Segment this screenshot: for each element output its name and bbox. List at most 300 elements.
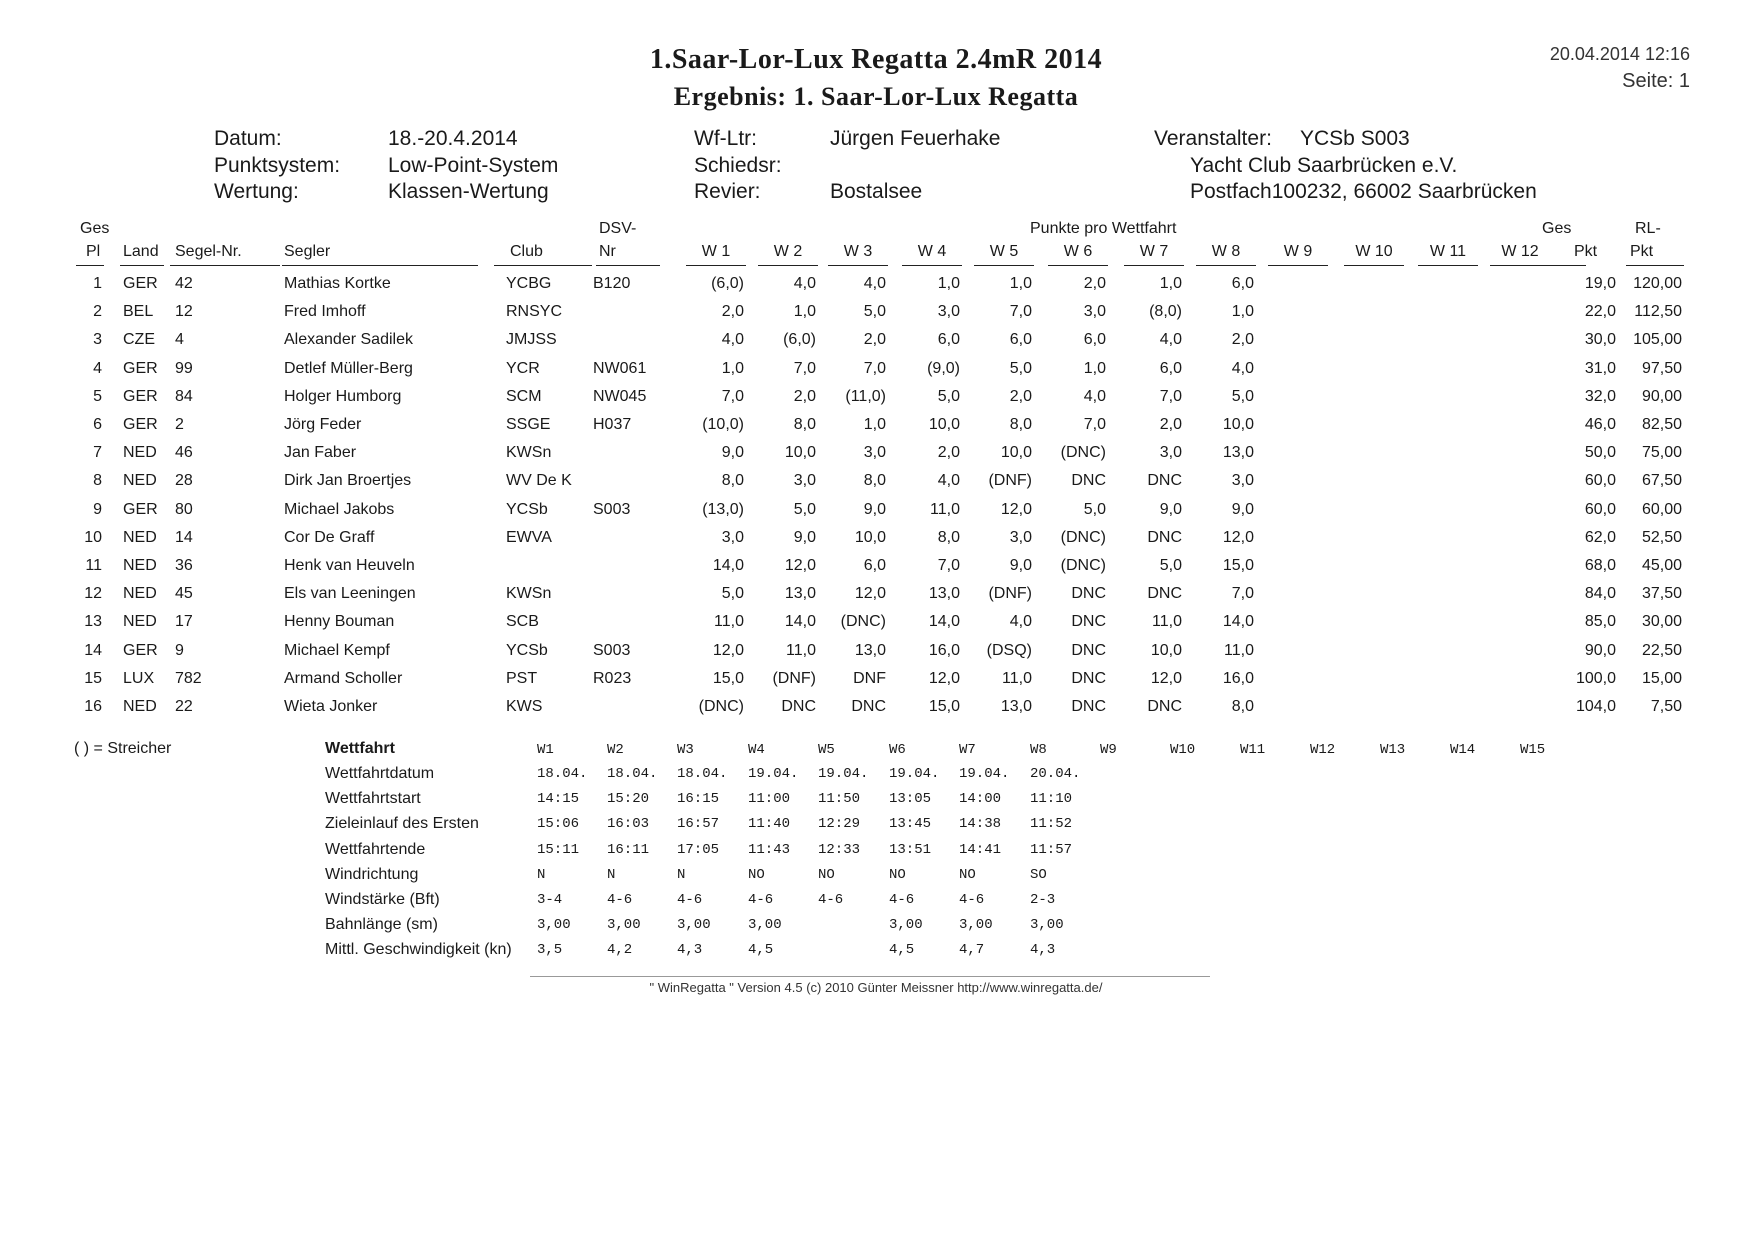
cell-race-score: 13,0 xyxy=(854,641,886,659)
cell-race-score: (DSQ) xyxy=(986,641,1032,659)
cell-race-score: 8,0 xyxy=(721,472,744,490)
cell-race-score: 8,0 xyxy=(793,416,816,433)
cell-race-score: 2,0 xyxy=(1159,416,1182,433)
col-underline xyxy=(686,265,746,266)
cell-land: NED xyxy=(123,557,157,574)
race-info-col-header: W3 xyxy=(677,742,694,758)
race-info-cell: 11:57 xyxy=(1030,841,1073,858)
cell-race-score: 3,0 xyxy=(721,528,744,546)
cell-race-score: 11,0 xyxy=(1224,641,1254,659)
cell-land: LUX xyxy=(123,669,155,687)
race-info-col-header: W4 xyxy=(748,742,765,758)
footer-rule xyxy=(530,976,1210,977)
race-info-header-label: Wettfahrt xyxy=(325,740,395,757)
legend-streicher: ( ) = Streicher xyxy=(74,740,172,757)
cell-club: SSGE xyxy=(506,416,551,433)
cell-rl-pkt: 75,00 xyxy=(1641,444,1682,462)
cell-land: NED xyxy=(123,585,157,603)
wertung-value: Klassen-Wertung xyxy=(388,180,549,203)
cell-race-score: 9,0 xyxy=(793,528,816,546)
cell-race-score: DNC xyxy=(851,698,886,715)
cell-dsv: NW045 xyxy=(593,387,647,405)
cell-race-score: DNC xyxy=(1147,528,1182,546)
col-race-w7: W 7 xyxy=(1139,243,1169,260)
cell-segelnr: 84 xyxy=(175,387,193,405)
cell-segler: Alexander Sadilek xyxy=(284,331,413,349)
cell-club: YCSb xyxy=(506,500,548,518)
race-info-cell: 3,5 xyxy=(537,942,563,959)
race-info-cell: 15:11 xyxy=(537,841,580,858)
cell-club: EWVA xyxy=(506,528,552,546)
cell-rl-pkt: 52,50 xyxy=(1641,528,1682,546)
cell-land: GER xyxy=(123,275,158,292)
cell-segler: Henny Bouman xyxy=(284,613,395,631)
cell-land: NED xyxy=(123,613,157,631)
cell-race-score: 3,0 xyxy=(1231,472,1254,490)
cell-race-score: 15,0 xyxy=(928,698,960,715)
cell-rl-pkt: 97,50 xyxy=(1641,359,1682,377)
race-info-col-header: W9 xyxy=(1100,742,1117,758)
race-info-cell: 4-6 xyxy=(607,892,633,908)
cell-land: NED xyxy=(123,444,157,462)
cell-place: 9 xyxy=(93,500,102,518)
cell-race-score: 6,0 xyxy=(1231,275,1254,292)
cell-race-score: (DNF) xyxy=(772,669,816,687)
cell-segler: Dirk Jan Broertjes xyxy=(284,472,412,490)
cell-rl-pkt: 30,00 xyxy=(1641,613,1682,631)
cell-race-score: 8,0 xyxy=(1231,698,1254,715)
cell-race-score: 6,0 xyxy=(1159,359,1182,377)
cell-segelnr: 22 xyxy=(175,698,193,715)
col-underline xyxy=(902,265,962,266)
cell-race-score: 9,0 xyxy=(863,500,886,518)
race-info-cell: NO xyxy=(818,866,835,883)
cell-club: KWSn xyxy=(506,585,552,603)
race-info-col-header: W13 xyxy=(1380,742,1406,758)
cell-race-score: 3,0 xyxy=(937,303,960,321)
col-underline xyxy=(76,265,104,266)
race-info-cell: 4,3 xyxy=(1030,942,1056,959)
cell-race-score: 9,0 xyxy=(721,444,744,462)
revier-label: Revier: xyxy=(694,180,761,203)
race-info-cell: 13:45 xyxy=(889,816,932,833)
cell-race-score: 16,0 xyxy=(928,641,960,659)
cell-race-score: 6,0 xyxy=(863,557,886,574)
col-rlpkt: Pkt xyxy=(1630,243,1654,260)
cell-race-score: 11,0 xyxy=(930,500,960,518)
race-info-row-label: Mittl. Geschwindigkeit (kn) xyxy=(325,941,512,959)
col-ges-top: Ges xyxy=(80,220,110,237)
race-info-col-header: W11 xyxy=(1240,742,1266,758)
race-info-cell: 18.04. xyxy=(537,766,588,782)
cell-race-score: (DNC) xyxy=(1060,557,1106,574)
cell-race-score: 11,0 xyxy=(786,641,816,659)
cell-race-score: 1,0 xyxy=(1231,303,1254,321)
race-info-cell: 18.04. xyxy=(677,766,728,782)
cell-club: KWS xyxy=(506,698,543,715)
cell-race-score: 5,0 xyxy=(793,500,816,518)
cell-race-score: DNC xyxy=(1147,698,1182,715)
cell-land: GER xyxy=(123,500,158,518)
race-info-cell: 3-4 xyxy=(537,892,563,908)
cell-race-score: 2,0 xyxy=(793,387,816,405)
cell-segler: Els van Leeningen xyxy=(284,585,416,603)
col-underline xyxy=(1048,265,1108,266)
cell-race-score: 12,0 xyxy=(712,641,744,659)
col-underline xyxy=(1626,265,1684,266)
cell-race-score: 7,0 xyxy=(863,359,886,377)
cell-race-score: DNC xyxy=(1071,585,1106,603)
col-segelnr: Segel-Nr. xyxy=(175,243,242,260)
cell-race-score: DNC xyxy=(1071,472,1106,490)
cell-race-score: 5,0 xyxy=(1083,500,1106,518)
cell-club: SCM xyxy=(506,387,542,405)
cell-race-score: 12,0 xyxy=(1150,669,1182,687)
race-info-cell: SO xyxy=(1030,866,1047,883)
race-info-cell: 16:57 xyxy=(677,816,720,833)
cell-rl-pkt: 105,00 xyxy=(1633,331,1682,349)
cell-dsv: H037 xyxy=(593,416,632,433)
cell-segler: Armand Scholler xyxy=(284,669,403,687)
veranstalter-value: YCSb S003 xyxy=(1300,127,1410,150)
cell-race-score: 12,0 xyxy=(1000,500,1032,518)
cell-race-score: (DNC) xyxy=(840,613,886,631)
cell-segler: Henk van Heuveln xyxy=(284,557,415,574)
cell-race-score: 8,0 xyxy=(863,472,886,490)
cell-segler: Jan Faber xyxy=(284,444,357,462)
race-info-cell: 4,7 xyxy=(959,942,985,959)
race-info-cell: NO xyxy=(748,866,765,883)
cell-race-score: 11,0 xyxy=(714,613,744,631)
cell-ges-pkt: 31,0 xyxy=(1584,359,1616,377)
cell-race-score: 7,0 xyxy=(1009,303,1032,321)
col-race-w5: W 5 xyxy=(989,243,1019,260)
cell-segelnr: 12 xyxy=(175,303,193,321)
cell-race-score: 11,0 xyxy=(1002,669,1032,687)
cell-race-score: 9,0 xyxy=(1009,557,1032,574)
cell-place: 7 xyxy=(93,444,102,462)
cell-club: JMJSS xyxy=(506,331,557,349)
cell-segelnr: 46 xyxy=(175,444,193,462)
cell-place: 10 xyxy=(84,528,102,546)
col-underline xyxy=(596,265,660,266)
race-info-cell: 15:20 xyxy=(607,791,650,808)
cell-place: 1 xyxy=(93,275,102,292)
col-punkte: Punkte pro Wettfahrt xyxy=(1030,220,1177,237)
cell-dsv: S003 xyxy=(593,500,631,518)
cell-race-score: 2,0 xyxy=(1231,331,1254,349)
col-underline xyxy=(120,265,164,266)
race-info-cell: 4-6 xyxy=(748,892,774,908)
cell-race-score: 10,0 xyxy=(1000,444,1032,462)
club-address: Postfach100232, 66002 Saarbrücken xyxy=(1190,180,1537,203)
cell-race-score: 4,0 xyxy=(1009,613,1032,631)
cell-race-score: 7,0 xyxy=(793,359,816,377)
cell-ges-pkt: 104,0 xyxy=(1575,698,1616,715)
cell-ges-pkt: 30,0 xyxy=(1584,331,1616,349)
cell-race-score: 2,0 xyxy=(863,331,886,349)
cell-club: KWSn xyxy=(506,444,552,462)
cell-race-score: 4,0 xyxy=(937,472,960,490)
cell-segler: Detlef Müller-Berg xyxy=(284,359,413,377)
col-land: Land xyxy=(123,243,159,260)
cell-race-score: 12,0 xyxy=(928,669,960,687)
cell-ges-pkt: 62,0 xyxy=(1584,528,1616,546)
cell-place: 8 xyxy=(93,472,102,490)
cell-race-score: 4,0 xyxy=(1231,359,1254,377)
race-info-col-header: W6 xyxy=(889,742,906,758)
cell-dsv: B120 xyxy=(593,275,631,292)
race-info-cell: 11:52 xyxy=(1030,816,1073,833)
cell-ges-pkt: 84,0 xyxy=(1584,585,1616,603)
cell-rl-pkt: 60,00 xyxy=(1641,500,1682,518)
cell-race-score: 9,0 xyxy=(1231,500,1254,518)
wertung-label: Wertung: xyxy=(214,180,299,203)
cell-ges-pkt: 50,0 xyxy=(1584,444,1616,462)
cell-race-score: 14,0 xyxy=(712,557,744,574)
cell-club: SCB xyxy=(506,613,539,631)
cell-club: YCR xyxy=(506,359,540,377)
cell-segelnr: 99 xyxy=(175,359,193,377)
col-pl: Pl xyxy=(86,243,101,260)
software-footer: " WinRegatta " Version 4.5 (c) 2010 Günter Meissner http://www.winregatta.de/ xyxy=(649,980,1103,995)
cell-race-score: 1,0 xyxy=(721,359,744,377)
cell-ges-pkt: 22,0 xyxy=(1584,303,1616,321)
cell-rl-pkt: 112,50 xyxy=(1634,303,1682,321)
race-info-cell: 16:15 xyxy=(677,791,720,808)
cell-race-score: (DNC) xyxy=(1060,528,1106,546)
cell-ges-pkt: 90,0 xyxy=(1584,641,1616,659)
cell-race-score: 8,0 xyxy=(1009,416,1032,433)
race-info-cell: 3,00 xyxy=(748,917,782,934)
cell-race-score: 3,0 xyxy=(793,472,816,490)
cell-race-score: 10,0 xyxy=(854,528,886,546)
cell-place: 5 xyxy=(93,387,102,405)
cell-race-score: (9,0) xyxy=(927,359,960,377)
cell-race-score: (11,0) xyxy=(845,387,886,405)
cell-race-score: 6,0 xyxy=(1083,331,1106,349)
cell-rl-pkt: 120,00 xyxy=(1633,275,1682,292)
race-info-col-header: W2 xyxy=(607,742,624,758)
cell-race-score: 1,0 xyxy=(937,275,960,292)
cell-land: GER xyxy=(123,387,158,405)
col-rlpkt-top: RL- xyxy=(1635,220,1661,237)
cell-segelnr: 45 xyxy=(175,585,193,603)
col-underline xyxy=(170,265,280,266)
cell-race-score: 9,0 xyxy=(1159,500,1182,518)
cell-land: GER xyxy=(123,359,158,377)
col-race-w8: W 8 xyxy=(1211,243,1241,260)
cell-dsv: NW061 xyxy=(593,359,647,377)
race-info-cell: 3,00 xyxy=(959,917,993,934)
cell-race-score: (10,0) xyxy=(702,416,744,433)
cell-race-score: 8,0 xyxy=(937,528,960,546)
cell-race-score: 7,0 xyxy=(1231,585,1254,603)
cell-segler: Fred Imhoff xyxy=(284,303,366,321)
cell-race-score: 1,0 xyxy=(863,416,886,433)
col-race-w9: W 9 xyxy=(1283,243,1313,260)
cell-club: RNSYC xyxy=(506,303,563,321)
col-underline xyxy=(828,265,888,266)
race-info-col-header: W5 xyxy=(818,742,835,758)
cell-race-score: (DNF) xyxy=(988,472,1032,490)
race-info-row-label: Zieleinlauf des Ersten xyxy=(325,815,479,833)
cell-race-score: 10,0 xyxy=(928,416,960,433)
cell-segler: Michael Kempf xyxy=(284,641,390,659)
print-timestamp: 20.04.2014 12:16 xyxy=(1549,44,1690,64)
cell-race-score: 6,0 xyxy=(937,331,960,349)
cell-segelnr: 14 xyxy=(175,528,193,546)
cell-race-score: (13,0) xyxy=(702,500,744,518)
race-info-cell: 3,00 xyxy=(1030,917,1064,934)
race-info-row-label: Wettfahrtdatum xyxy=(325,765,435,782)
cell-rl-pkt: 45,00 xyxy=(1641,557,1682,574)
cell-race-score: 4,0 xyxy=(863,275,886,292)
cell-rl-pkt: 7,50 xyxy=(1650,698,1682,715)
col-gespkt-top: Ges xyxy=(1542,220,1572,237)
race-info-cell: 4-6 xyxy=(677,892,703,908)
col-race-w10: W 10 xyxy=(1355,243,1393,260)
col-underline xyxy=(282,265,478,266)
cell-ges-pkt: 100,0 xyxy=(1575,669,1616,687)
cell-place: 4 xyxy=(93,359,102,377)
race-info-cell: 3,00 xyxy=(537,917,571,934)
cell-race-score: 16,0 xyxy=(1222,669,1254,687)
cell-race-score: 1,0 xyxy=(793,303,816,321)
cell-race-score: 12,0 xyxy=(854,585,886,603)
cell-place: 11 xyxy=(85,557,102,574)
cell-race-score: 14,0 xyxy=(928,613,960,631)
col-dsv: Nr xyxy=(599,243,616,260)
cell-race-score: 5,0 xyxy=(1009,359,1032,377)
cell-club: WV De K xyxy=(506,472,572,490)
cell-race-score: 1,0 xyxy=(1009,275,1032,292)
race-info-cell: NO xyxy=(889,866,906,883)
cell-race-score: DNC xyxy=(1071,613,1106,631)
cell-race-score: 3,0 xyxy=(1159,444,1182,462)
cell-race-score: 1,0 xyxy=(1159,275,1182,292)
race-info-cell: 4-6 xyxy=(959,892,985,908)
cell-race-score: 3,0 xyxy=(1083,303,1106,321)
cell-race-score: 7,0 xyxy=(1083,416,1106,433)
race-info-cell: 13:51 xyxy=(889,841,932,858)
cell-segler: Cor De Graff xyxy=(284,528,375,546)
race-info-cell: NO xyxy=(959,866,976,883)
col-gespkt: Pkt xyxy=(1574,243,1598,260)
col-race-w6: W 6 xyxy=(1063,243,1093,260)
cell-race-score: 4,0 xyxy=(1083,387,1106,405)
cell-segler: Wieta Jonker xyxy=(284,698,378,715)
cell-club: PST xyxy=(506,669,538,687)
race-info-cell: 12:33 xyxy=(818,841,861,858)
cell-race-score: 4,0 xyxy=(1159,331,1182,349)
cell-club: YCBG xyxy=(506,275,552,292)
race-info-cell: 12:29 xyxy=(818,816,861,833)
race-info-row-label: Wettfahrtstart xyxy=(325,790,421,808)
cell-ges-pkt: 85,0 xyxy=(1584,613,1616,631)
cell-segelnr: 28 xyxy=(175,472,193,490)
race-info-cell: 3,00 xyxy=(607,917,641,934)
race-info-row-label: Windrichtung xyxy=(325,865,419,883)
cell-race-score: 12,0 xyxy=(1222,528,1254,546)
cell-race-score: 12,0 xyxy=(784,557,816,574)
cell-place: 3 xyxy=(93,331,102,349)
race-info-col-header: W14 xyxy=(1450,742,1476,758)
race-info-cell: 4,5 xyxy=(889,942,915,959)
race-info-cell: 15:06 xyxy=(537,816,580,833)
race-info-col-header: W8 xyxy=(1030,742,1047,758)
cell-race-score: 15,0 xyxy=(712,669,744,687)
cell-race-score: 2,0 xyxy=(937,444,960,462)
cell-race-score: 2,0 xyxy=(721,303,744,321)
cell-place: 13 xyxy=(84,613,102,631)
cell-race-score: 10,0 xyxy=(784,444,816,462)
cell-segelnr: 36 xyxy=(175,557,193,574)
cell-race-score: 7,0 xyxy=(1159,387,1182,405)
cell-race-score: DNC xyxy=(1147,472,1182,490)
race-info-cell: 14:41 xyxy=(959,841,1002,858)
cell-place: 16 xyxy=(84,698,102,715)
race-info-cell: 4-6 xyxy=(818,892,844,908)
wfltr-label: Wf-Ltr: xyxy=(694,127,757,150)
cell-place: 15 xyxy=(84,669,102,687)
cell-segler: Michael Jakobs xyxy=(284,500,395,518)
race-info-cell: 4-6 xyxy=(889,892,915,908)
cell-race-score: 5,0 xyxy=(863,303,886,321)
cell-race-score: 14,0 xyxy=(1222,613,1254,631)
col-underline xyxy=(1536,265,1586,266)
cell-race-score: 3,0 xyxy=(1009,528,1032,546)
cell-ges-pkt: 68,0 xyxy=(1584,557,1616,574)
col-race-w3: W 3 xyxy=(843,243,873,260)
cell-race-score: DNC xyxy=(1071,669,1106,687)
race-info-col-header: W1 xyxy=(537,742,554,758)
race-info-cell: 11:00 xyxy=(748,791,791,808)
cell-race-score: 11,0 xyxy=(1152,613,1182,631)
cell-segler: Holger Humborg xyxy=(284,387,402,405)
cell-land: CZE xyxy=(123,331,155,349)
cell-race-score: 15,0 xyxy=(1222,557,1254,574)
cell-race-score: 10,0 xyxy=(1150,641,1182,659)
punktsystem-label: Punktsystem: xyxy=(214,154,341,177)
cell-race-score: 13,0 xyxy=(1222,444,1254,462)
page-number: Seite: 1 xyxy=(1622,70,1690,92)
cell-race-score: (8,0) xyxy=(1149,303,1182,321)
cell-race-score: 6,0 xyxy=(1009,331,1032,349)
cell-race-score: 5,0 xyxy=(1231,387,1254,405)
race-info-row-label: Wettfahrtende xyxy=(325,840,426,858)
col-underline xyxy=(1124,265,1184,266)
col-club: Club xyxy=(510,243,543,260)
race-info-cell: 17:05 xyxy=(677,841,720,858)
cell-race-score: DNC xyxy=(1147,585,1182,603)
col-dsv-top: DSV- xyxy=(599,220,637,237)
cell-race-score: 10,0 xyxy=(1222,416,1254,433)
cell-race-score: 1,0 xyxy=(1083,359,1106,377)
col-underline xyxy=(1418,265,1478,266)
race-info-cell: 3,00 xyxy=(677,917,711,934)
cell-place: 6 xyxy=(93,416,102,433)
cell-race-score: 13,0 xyxy=(784,585,816,603)
cell-race-score: 5,0 xyxy=(721,585,744,603)
cell-race-score: 5,0 xyxy=(1159,557,1182,574)
race-info-cell: 2-3 xyxy=(1030,892,1056,908)
datum-value: 18.-20.4.2014 xyxy=(388,127,518,150)
race-info-row-label: Bahnlänge (sm) xyxy=(325,916,438,934)
cell-rl-pkt: 15,00 xyxy=(1641,669,1682,687)
cell-race-score: 2,0 xyxy=(1083,275,1106,292)
cell-rl-pkt: 67,50 xyxy=(1641,472,1682,490)
